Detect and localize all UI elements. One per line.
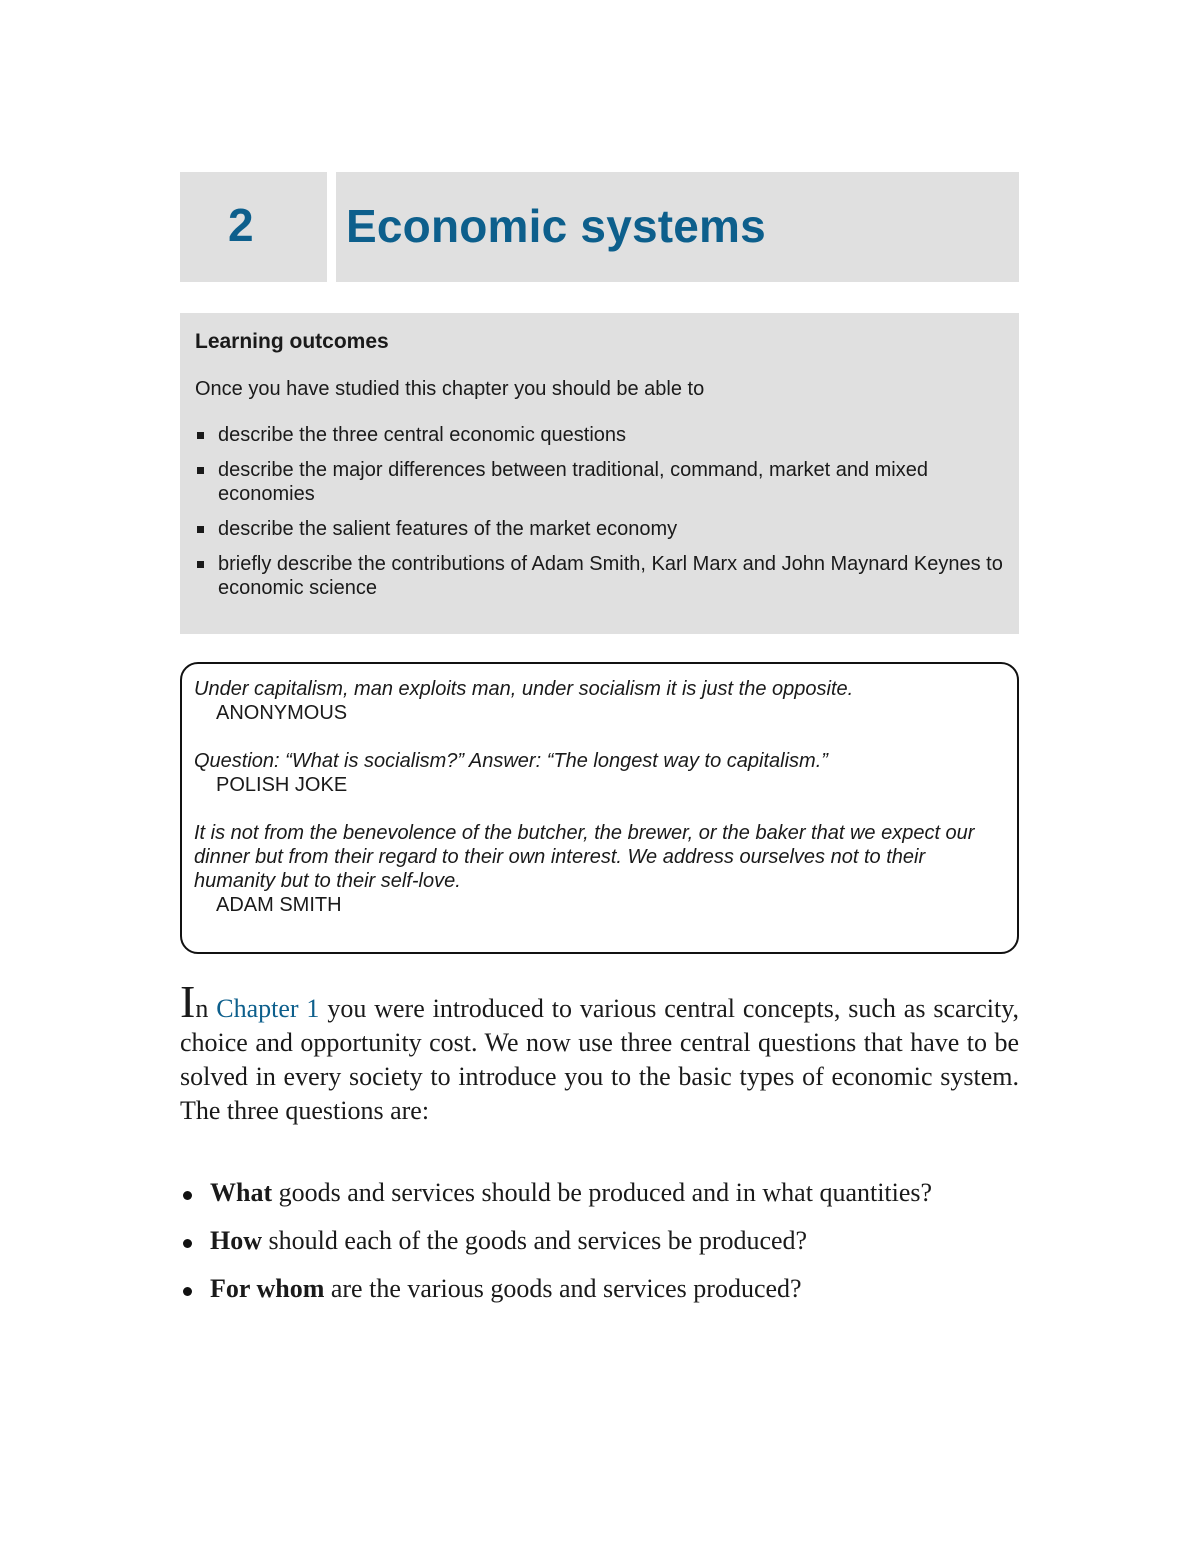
list-item <box>180 1272 940 1306</box>
quote-text: It is not from the benevolence of the butcher, the brewer, or the baker that we expect our dinner but from their regard to their own interest. We address ourselves not to their humanity but to their self-love. <box>194 822 975 892</box>
chapter-title: Economic systems <box>346 200 766 252</box>
learning-outcomes-intro: Once you have studied this chapter you should be able to <box>195 378 705 400</box>
learning-outcomes-heading: Learning outcomes <box>195 330 389 353</box>
question-text: should each of the goods and services be produced? <box>262 1226 808 1255</box>
list-item <box>195 552 1003 600</box>
quote-source: ADAM SMITH <box>216 894 342 916</box>
list-item-text: describe the major differences between traditional, command, market and mixed economies <box>218 459 928 505</box>
list-item <box>180 1176 940 1210</box>
question-keyword: How <box>210 1226 262 1255</box>
list-item-text: describe the three central economic questions <box>218 424 627 446</box>
central-questions-list <box>180 1176 940 1320</box>
list-item-text: describe the salient features of the market economy <box>218 518 678 540</box>
quote-source: POLISH JOKE <box>216 774 348 796</box>
intro-paragraph <box>180 976 1020 1128</box>
question-text: are the various goods and services produced? <box>324 1274 802 1303</box>
list-item <box>195 517 1003 541</box>
paragraph-text: you were introduced to various central concepts, such as scarcity, choice and opportunity cost. We now use three central questions that have to be solved in every society to introduce you to the basic types of economic system. The three questions are: <box>180 994 1020 1125</box>
bullet-icon <box>183 1191 192 1200</box>
square-bullet-icon <box>197 526 204 533</box>
chapter-title-box <box>336 172 1019 282</box>
bullet-icon <box>183 1287 192 1296</box>
quotes-box <box>180 662 1019 954</box>
quote-source: ANONYMOUS <box>216 702 348 724</box>
square-bullet-icon <box>197 432 204 439</box>
learning-outcomes-box <box>180 313 1019 634</box>
first-word-rest: n <box>195 994 217 1023</box>
list-item-text: briefly describe the contributions of Adam Smith, Karl Marx and John Maynard Keynes to economic science <box>218 553 1003 599</box>
bullet-icon <box>183 1239 192 1248</box>
square-bullet-icon <box>197 467 204 474</box>
chapter-number-box <box>180 172 327 282</box>
question-keyword: What <box>210 1178 273 1207</box>
chapter-1-link[interactable]: Chapter 1 <box>216 994 320 1023</box>
question-text: goods and services should be produced and in what quantities? <box>272 1178 933 1207</box>
quote-text: Under capitalism, man exploits man, under socialism it is just the opposite. <box>194 678 854 700</box>
list-item <box>195 423 1003 447</box>
square-bullet-icon <box>197 561 204 568</box>
list-item <box>180 1224 940 1258</box>
learning-outcomes-list <box>195 423 1003 600</box>
drop-cap: I <box>180 976 196 1027</box>
quote-text: Question: “What is socialism?” Answer: “The longest way to capitalism.” <box>194 750 828 772</box>
chapter-number: 2 <box>228 199 254 251</box>
question-keyword: For whom <box>210 1274 325 1303</box>
list-item <box>195 458 1003 506</box>
